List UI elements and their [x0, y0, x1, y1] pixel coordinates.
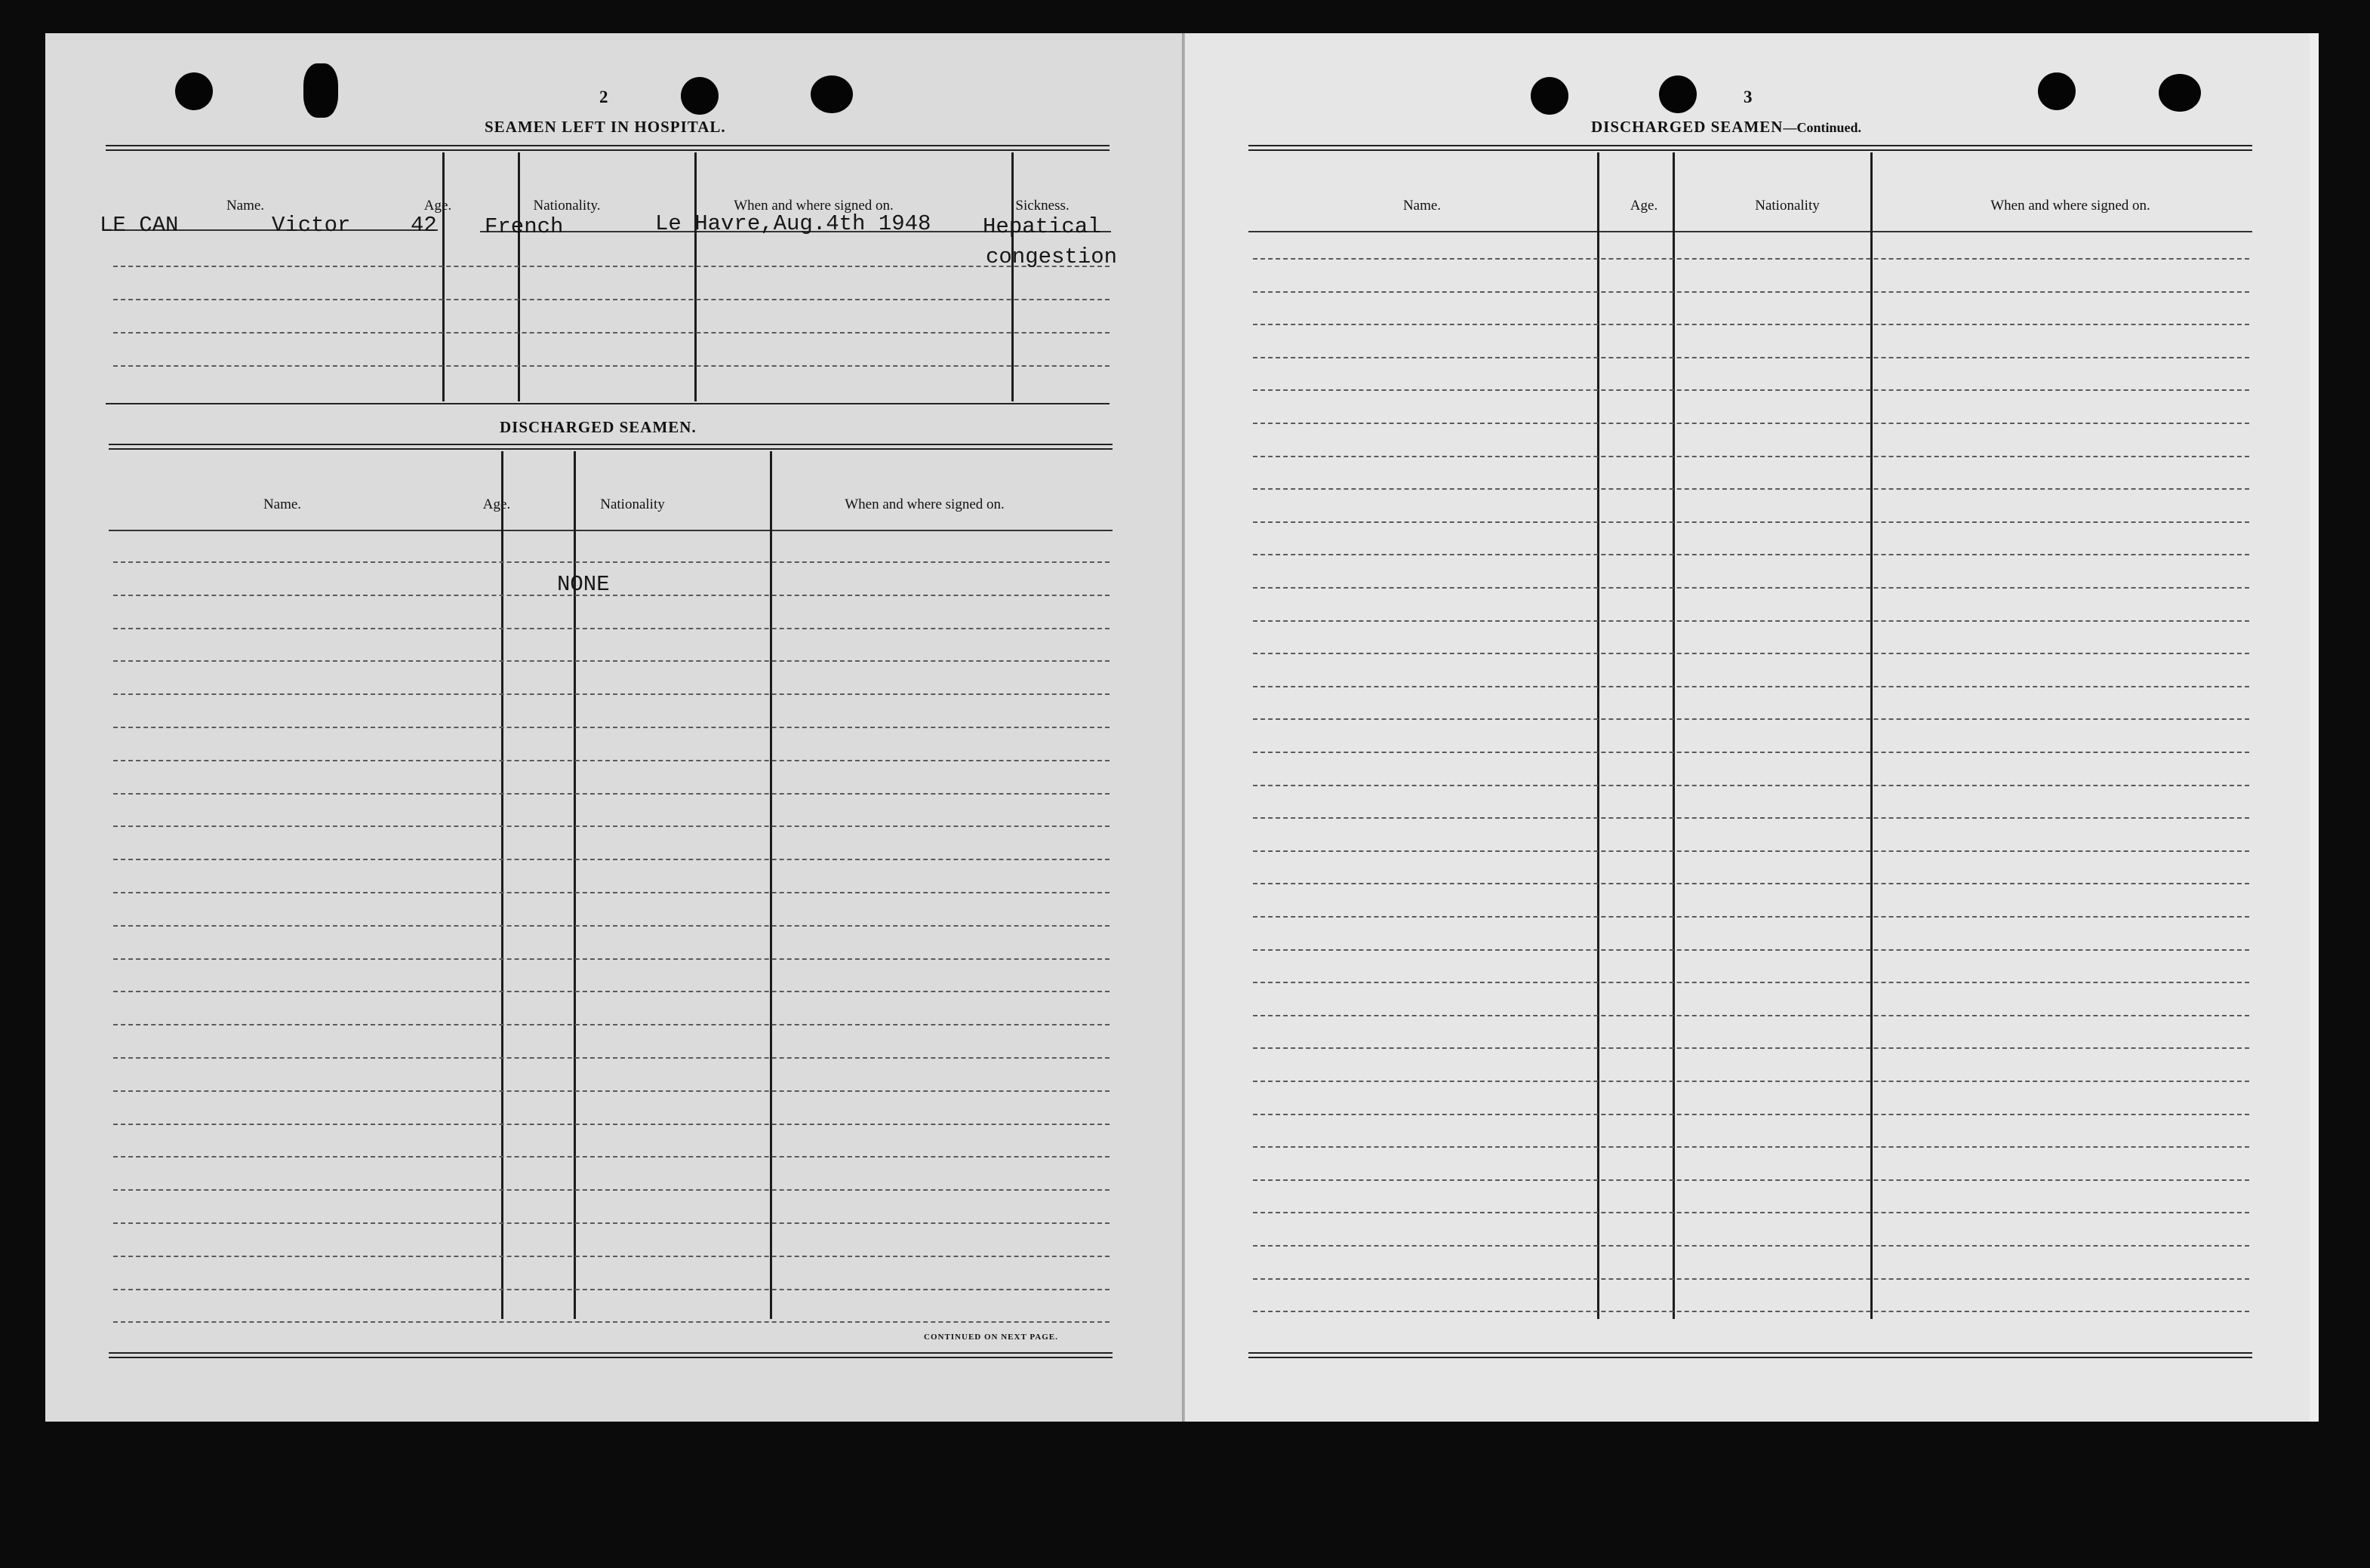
discharged-continued-table: [1248, 145, 2252, 1372]
ledger-row-line: [113, 561, 1110, 563]
binder-hole: [2159, 74, 2201, 112]
ledger-row-line: [113, 1189, 1110, 1191]
binder-hole: [681, 77, 719, 115]
hospital-entry-signed-on: Le Havre,Aug.4th 1948: [655, 211, 931, 236]
ledger-row-line: [1253, 982, 2249, 983]
header-nationality: Nationality: [1755, 198, 1820, 214]
binder-hole: [2038, 72, 2076, 110]
hospital-entry-surname: LE CAN: [100, 213, 179, 238]
ledger-row-line: [1253, 1278, 2249, 1280]
header-name: Name.: [226, 198, 265, 214]
continued-note: CONTINUED ON NEXT PAGE.: [924, 1333, 1058, 1342]
ledger-row-line: [113, 1321, 1110, 1323]
ledger-row-line: [1253, 1146, 2249, 1148]
ledger-row-line: [1253, 554, 2249, 555]
ledger-row-line: [113, 727, 1110, 728]
ledger-row-line: [1253, 291, 2249, 293]
ledger-row-line: [113, 826, 1110, 827]
ledger-row-line: [113, 595, 1110, 596]
ledger-row-line: [1253, 1311, 2249, 1312]
ledger-row-line: [1253, 357, 2249, 358]
ledger-row-line: [113, 958, 1110, 960]
ledger-row-line: [1253, 1081, 2249, 1082]
ledger-row-line: [113, 1057, 1110, 1059]
ledger-row-line: [113, 892, 1110, 893]
ledger-row-line: [1253, 850, 2249, 852]
table-top-rule: [106, 145, 1110, 151]
header-nationality: Nationality.: [533, 198, 601, 214]
page-number: 3: [1744, 88, 1753, 106]
hospital-entry-sickness-2: congestion: [986, 244, 1118, 269]
header-age: Age.: [423, 198, 452, 214]
ledger-row-line: [1253, 488, 2249, 490]
ledger-row-line: [1253, 653, 2249, 654]
ledger-row-line: [113, 693, 1110, 695]
ledger-row-line: [113, 1024, 1110, 1025]
ledger-row-line: [113, 628, 1110, 629]
ledger-row-line: [1253, 521, 2249, 523]
title-continued: —Continued.: [1783, 120, 1861, 135]
page-number: 2: [599, 88, 608, 106]
ledger-row-line: [1253, 456, 2249, 457]
ledger-row-line: [113, 1256, 1110, 1257]
binder-hole: [303, 63, 338, 118]
ledger-row-line: [1253, 1212, 2249, 1213]
ledger-row-line: [1253, 949, 2249, 951]
hospital-table: [106, 145, 1110, 447]
header-signed-on: When and where signed on.: [734, 198, 894, 214]
section-title-hospital: SEAMEN LEFT IN HOSPITAL.: [485, 118, 726, 136]
binder-hole: [1659, 75, 1697, 113]
header-name: Name.: [263, 497, 302, 512]
left-page: [45, 33, 1185, 1422]
header-nationality: Nationality: [600, 497, 665, 512]
discharged-table: [109, 444, 1113, 1372]
ledger-row-line: [1253, 916, 2249, 918]
page-edge: [2310, 33, 2319, 1422]
ledger-row-line: [1253, 817, 2249, 819]
ledger-row-line: [1253, 686, 2249, 687]
binder-hole: [1531, 77, 1568, 115]
binder-hole: [175, 72, 213, 110]
ledger-row-line: [113, 1289, 1110, 1290]
ledger-row-line: [113, 760, 1110, 761]
ledger-row-line: [1253, 785, 2249, 786]
header-signed-on: When and where signed on.: [845, 497, 1005, 512]
ledger-row-line: [1253, 1047, 2249, 1049]
ledger-row-line: [113, 1124, 1110, 1125]
hospital-entry-age: 42: [411, 213, 437, 238]
hospital-entry-given-name: Victor: [272, 213, 351, 238]
ledger-row-line: [113, 925, 1110, 927]
ledger-row-line: [1253, 258, 2249, 260]
ledger-row-line: [1253, 324, 2249, 325]
ledger-row-line: [1253, 1179, 2249, 1181]
ledger-row-line: [1253, 1015, 2249, 1016]
ledger-row-line: [113, 660, 1110, 662]
hospital-entry-nationality: French: [485, 214, 564, 239]
ledger-row-line: [1253, 423, 2249, 424]
title-main: DISCHARGED SEAMEN: [1591, 118, 1784, 136]
ledger-row-line: [1253, 883, 2249, 884]
ledger-row-line: [1253, 389, 2249, 391]
section-title-discharged: DISCHARGED SEAMEN.: [500, 418, 697, 436]
ledger-row-line: [1253, 620, 2249, 622]
ledger-row-line: [1253, 1114, 2249, 1115]
section-title-discharged-continued: [1591, 118, 1861, 137]
binder-hole: [811, 75, 853, 113]
discharged-entry-none: NONE: [557, 572, 610, 597]
ledger-row-line: [113, 991, 1110, 992]
right-page: [1185, 33, 2317, 1422]
ledger-row-line: [1253, 587, 2249, 589]
ledger-row-line: [1253, 718, 2249, 720]
ledger-row-line: [1253, 1245, 2249, 1247]
header-sickness: Sickness.: [1015, 198, 1070, 214]
hospital-entry-sickness-1: Hepatical: [983, 214, 1101, 239]
ledger-row-line: [113, 1090, 1110, 1092]
header-name: Name.: [1402, 198, 1442, 214]
header-age: Age.: [1630, 198, 1658, 214]
ledger-row-line: [113, 793, 1110, 795]
ledger-row-line: [1253, 752, 2249, 753]
header-signed-on: When and where signed on.: [1990, 198, 2150, 214]
ledger-row-line: [113, 1156, 1110, 1158]
ledger-row-line: [113, 1222, 1110, 1224]
ledger-row-line: [113, 859, 1110, 860]
header-age: Age.: [482, 497, 511, 512]
